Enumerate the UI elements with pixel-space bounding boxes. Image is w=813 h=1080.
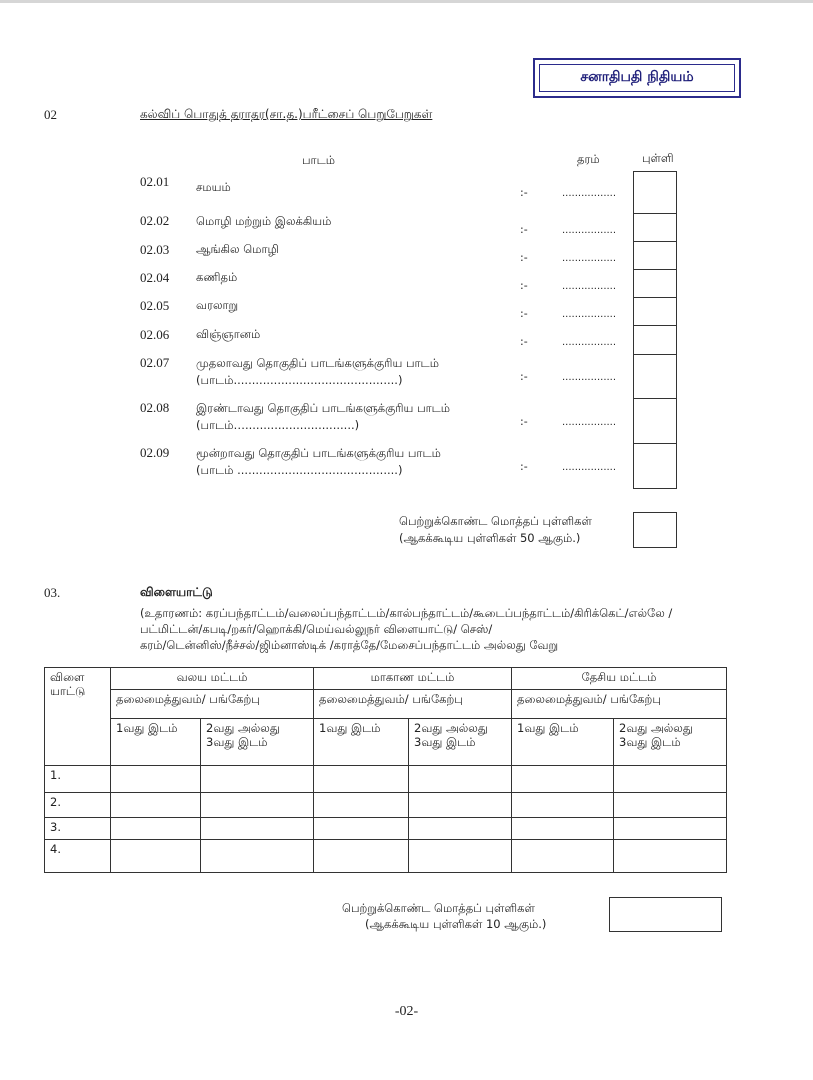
role-header: தலைமைத்துவம்/ பங்கேற்பு	[111, 690, 314, 719]
table-cell[interactable]	[111, 793, 201, 818]
table-cell[interactable]	[409, 818, 512, 840]
row-code: 02.03	[140, 242, 170, 257]
row-subject: மொழி மற்றும் இலக்கியம்	[196, 214, 332, 228]
row-colon: :-	[520, 460, 528, 473]
table-cell[interactable]	[314, 840, 409, 873]
section-02-total-note: (ஆகக்கூடிய புள்ளிகள் 50 ஆகும்.)	[399, 531, 581, 545]
table-cell[interactable]	[111, 840, 201, 873]
section-02-total-box[interactable]	[633, 512, 677, 548]
row-code: 02.01	[140, 174, 170, 189]
sports-examples-line-3: கரம்/டென்னிஸ்/நீச்சல்/ஜிம்னாஸ்டிக் /கராத்தே/மேசைப்பந்தாட்டம் அல்லது வேறு	[140, 638, 559, 652]
section-03-title: விளையாட்டு	[140, 585, 213, 599]
points-box[interactable]	[633, 241, 677, 270]
row-subject: ஆங்கில மொழி	[196, 242, 279, 256]
points-box[interactable]	[633, 354, 677, 399]
table-cell[interactable]	[614, 840, 727, 873]
top-border-line	[0, 0, 813, 3]
fund-stamp	[533, 58, 741, 98]
sports-examples-line-2: பட்மிட்டன்/கபடி/றகர்/ஹொக்கி/மெய்வல்லுநர் விளையாட்டு/ செஸ்/	[140, 622, 493, 636]
row-colon: :-	[520, 279, 528, 292]
row-code: 02.08	[140, 400, 170, 415]
table-row	[45, 818, 727, 840]
points-box[interactable]	[633, 213, 677, 242]
grade-field[interactable]: .................	[562, 462, 617, 473]
table-cell[interactable]	[409, 793, 512, 818]
section-02-number: 02	[44, 107, 57, 122]
row-code: 02.09	[140, 445, 170, 460]
row-subject: கணிதம்	[196, 270, 238, 284]
row-subject-detail: (பாடம் ............................................)	[196, 463, 403, 477]
row-number: 3.	[45, 818, 111, 840]
page-number: -02-	[394, 1004, 419, 1019]
table-cell[interactable]	[111, 818, 201, 840]
table-cell[interactable]	[314, 818, 409, 840]
row-colon: :-	[520, 307, 528, 320]
row-code: 02.06	[140, 327, 170, 342]
points-box[interactable]	[633, 297, 677, 326]
grade-field[interactable]: .................	[562, 309, 617, 320]
role-header: தலைமைத்துவம்/ பங்கேற்பு	[512, 690, 727, 719]
row-subject: முதலாவது தொகுதிப் பாடங்களுக்குரிய பாடம்	[196, 356, 439, 370]
table-row	[45, 766, 727, 793]
provincial-level-header: மாகாண மட்டம்	[314, 668, 512, 690]
table-cell[interactable]	[512, 793, 614, 818]
section-03-total-box[interactable]	[609, 897, 722, 932]
section-02-total-label: பெற்றுக்கொண்ட மொத்தப் புள்ளிகள்	[399, 514, 592, 528]
table-cell[interactable]	[614, 793, 727, 818]
row-colon: :-	[520, 251, 528, 264]
points-box[interactable]	[633, 269, 677, 298]
column-header-grade: தரம்	[577, 152, 600, 166]
grade-field[interactable]: .................	[562, 417, 617, 428]
grade-field[interactable]: .................	[562, 337, 617, 348]
row-subject: இரண்டாவது தொகுதிப் பாடங்களுக்குரிய பாடம்	[196, 401, 451, 415]
table-row	[45, 840, 727, 873]
sports-achievement-table	[44, 667, 727, 873]
grade-field[interactable]: .................	[562, 225, 617, 236]
points-box[interactable]	[633, 171, 677, 214]
grade-field[interactable]: .................	[562, 253, 617, 264]
table-cell[interactable]	[512, 840, 614, 873]
points-box[interactable]	[633, 443, 677, 489]
row-code: 02.07	[140, 355, 170, 370]
row-colon: :-	[520, 415, 528, 428]
sports-examples-line-1: (உதாரணம்: கரப்பந்தாட்டம்/வலைப்பந்தாட்டம்/கால்பந்தாட்டம்/கூடைப்பந்தாட்டம்/கிரிக்கெட்/எல்லே /	[140, 606, 673, 620]
section-03-total-note: (ஆகக்கூடிய புள்ளிகள் 10 ஆகும்.)	[365, 917, 547, 931]
table-cell[interactable]	[512, 818, 614, 840]
row-colon: :-	[520, 370, 528, 383]
grade-field[interactable]: .................	[562, 188, 617, 199]
table-cell[interactable]	[314, 793, 409, 818]
table-cell[interactable]	[409, 766, 512, 793]
row-number: 4.	[45, 840, 111, 873]
grade-field[interactable]: .................	[562, 281, 617, 292]
sport-column-header: விளை யாட்டு	[45, 668, 111, 766]
table-cell[interactable]	[111, 766, 201, 793]
national-level-header: தேசிய மட்டம்	[512, 668, 727, 690]
second-third-place-header: 2வது அல்லது 3வது இடம்	[614, 719, 727, 766]
table-cell[interactable]	[201, 793, 314, 818]
first-place-header: 1வது இடம்	[512, 719, 614, 766]
table-row	[45, 793, 727, 818]
row-number: 1.	[45, 766, 111, 793]
row-subject: விஞ்ஞானம்	[196, 327, 261, 341]
section-03-number: 03.	[44, 585, 61, 600]
row-colon: :-	[520, 335, 528, 348]
row-code: 02.04	[140, 270, 170, 285]
column-header-subject: பாடம்	[302, 153, 335, 167]
row-code: 02.05	[140, 298, 170, 313]
table-cell[interactable]	[614, 818, 727, 840]
table-cell[interactable]	[314, 766, 409, 793]
row-number: 2.	[45, 793, 111, 818]
column-header-points: புள்ளி	[642, 151, 674, 165]
first-place-header: 1வது இடம்	[111, 719, 201, 766]
row-subject: மூன்றாவது தொகுதிப் பாடங்களுக்குரிய பாடம்	[196, 446, 441, 460]
row-subject-detail: (பாடம்…..............................)	[196, 418, 360, 432]
section-02-title: கல்விப் பொதுத் தராதர(சா.த.)பரீட்சைப் பெறுபேறுகள்	[140, 107, 433, 121]
table-cell[interactable]	[201, 766, 314, 793]
row-subject: சமயம்	[196, 180, 231, 194]
row-subject-detail: (பாடம்.............................................)	[196, 373, 403, 387]
role-header: தலைமைத்துவம்/ பங்கேற்பு	[314, 690, 512, 719]
row-code: 02.02	[140, 213, 170, 228]
row-subject: வரலாறு	[196, 298, 239, 312]
points-box[interactable]	[633, 325, 677, 355]
points-box[interactable]	[633, 398, 677, 444]
zonal-level-header: வலய மட்டம்	[111, 668, 314, 690]
table-cell[interactable]	[512, 766, 614, 793]
section-03-total-label: பெற்றுக்கொண்ட மொத்தப் புள்ளிகள்	[342, 901, 535, 915]
row-colon: :-	[520, 223, 528, 236]
table-cell[interactable]	[409, 840, 512, 873]
table-cell[interactable]	[201, 840, 314, 873]
second-third-place-header: 2வது அல்லது 3வது இடம்	[201, 719, 314, 766]
grade-field[interactable]: .................	[562, 372, 617, 383]
second-third-place-header: 2வது அல்லது 3வது இடம்	[409, 719, 512, 766]
first-place-header: 1வது இடம்	[314, 719, 409, 766]
row-colon: :-	[520, 186, 528, 199]
table-cell[interactable]	[614, 766, 727, 793]
table-cell[interactable]	[201, 818, 314, 840]
fund-stamp-text: சனாதிபதி நிதியம்	[539, 64, 735, 92]
